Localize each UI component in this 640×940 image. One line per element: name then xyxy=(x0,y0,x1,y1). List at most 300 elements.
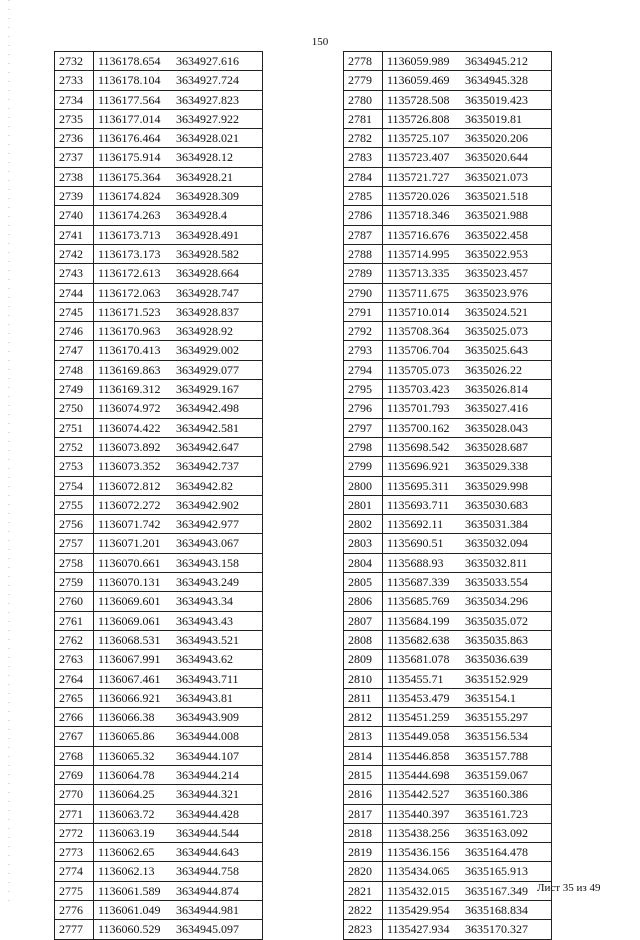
table-row xyxy=(55,611,263,630)
point-number-cell: 2813 xyxy=(344,727,383,746)
point-number-cell: 2756 xyxy=(55,515,94,534)
y-coordinate: 3634928.021 xyxy=(176,131,239,146)
coordinates-cell xyxy=(383,244,552,263)
y-coordinate: 3634929.002 xyxy=(176,343,239,358)
x-coordinate: 1136066.38 xyxy=(98,710,155,725)
point-number-cell: 2781 xyxy=(344,109,383,128)
table-row xyxy=(344,553,552,572)
coordinates-cell xyxy=(383,52,552,71)
x-coordinate: 1135706.704 xyxy=(387,343,450,358)
y-coordinate: 3634943.34 xyxy=(176,594,233,609)
x-coordinate: 1135701.793 xyxy=(387,401,450,416)
table-row xyxy=(344,765,552,784)
table-row xyxy=(55,746,263,765)
point-number-cell: 2795 xyxy=(344,380,383,399)
y-coordinate: 3635155.297 xyxy=(465,710,528,725)
point-number-cell: 2750 xyxy=(55,399,94,418)
x-coordinate: 1135696.921 xyxy=(387,459,450,474)
table-row xyxy=(344,476,552,495)
point-number-cell: 2784 xyxy=(344,167,383,186)
coordinates-cell xyxy=(94,283,263,302)
coordinates-cell xyxy=(383,650,552,669)
table-row xyxy=(55,901,263,920)
x-coordinate: 1136068.531 xyxy=(98,632,161,647)
coordinates-cell xyxy=(94,225,263,244)
x-coordinate: 1135716.676 xyxy=(387,227,450,242)
table-row xyxy=(344,804,552,823)
page-number: 150 xyxy=(311,36,329,48)
coordinates-cell xyxy=(383,264,552,283)
y-coordinate: 3634928.92 xyxy=(176,324,233,339)
x-coordinate: 1135453.479 xyxy=(387,690,450,705)
y-coordinate: 3634943.521 xyxy=(176,632,239,647)
y-coordinate: 3635025.643 xyxy=(465,343,528,358)
x-coordinate: 1135718.346 xyxy=(387,208,450,223)
coordinates-cell xyxy=(383,109,552,128)
point-number-cell: 2818 xyxy=(344,823,383,842)
y-coordinate: 3634942.737 xyxy=(176,459,239,474)
coordinates-cell xyxy=(383,206,552,225)
point-number-cell: 2783 xyxy=(344,148,383,167)
point-number-cell: 2755 xyxy=(55,495,94,514)
coordinates-cell xyxy=(383,187,552,206)
y-coordinate: 3635023.457 xyxy=(465,266,528,281)
y-coordinate: 3635020.206 xyxy=(465,131,528,146)
coordinates-cell xyxy=(94,495,263,514)
point-number-cell: 2790 xyxy=(344,283,383,302)
coordinates-cell xyxy=(94,785,263,804)
table-row xyxy=(344,244,552,263)
point-number-cell: 2748 xyxy=(55,360,94,379)
x-coordinate: 1136170.963 xyxy=(98,324,161,339)
y-coordinate: 3634944.874 xyxy=(176,883,239,898)
y-coordinate: 3635156.534 xyxy=(465,729,528,744)
table-row xyxy=(55,669,263,688)
y-coordinate: 3634943.067 xyxy=(176,536,239,551)
table-row xyxy=(344,90,552,109)
sheet-label: Лист 35 из 49 xyxy=(537,882,601,894)
y-coordinate: 3634945.097 xyxy=(176,922,239,937)
coordinates-cell xyxy=(383,322,552,341)
x-coordinate: 1135728.508 xyxy=(387,92,450,107)
point-number-cell: 2778 xyxy=(344,52,383,71)
point-number-cell: 2776 xyxy=(55,901,94,920)
x-coordinate: 1135427.934 xyxy=(387,922,450,937)
y-coordinate: 3635025.073 xyxy=(465,324,528,339)
table-row xyxy=(344,302,552,321)
y-coordinate: 3634945.328 xyxy=(465,73,528,88)
y-coordinate: 3635031.384 xyxy=(465,517,528,532)
point-number-cell: 2734 xyxy=(55,90,94,109)
point-number-cell: 2786 xyxy=(344,206,383,225)
x-coordinate: 1136060.529 xyxy=(98,922,161,937)
table-row xyxy=(344,437,552,456)
x-coordinate: 1136071.742 xyxy=(98,517,161,532)
y-coordinate: 3634928.309 xyxy=(176,189,239,204)
point-number-cell: 2760 xyxy=(55,592,94,611)
y-coordinate: 3634928.747 xyxy=(176,285,239,300)
point-number-cell: 2792 xyxy=(344,322,383,341)
x-coordinate: 1136071.201 xyxy=(98,536,161,551)
x-coordinate: 1135720.026 xyxy=(387,189,450,204)
point-number-cell: 2779 xyxy=(344,71,383,90)
table-row xyxy=(344,611,552,630)
coordinates-cell xyxy=(383,553,552,572)
table-row xyxy=(55,515,263,534)
coordinates-cell xyxy=(94,823,263,842)
coordinates-cell xyxy=(383,785,552,804)
y-coordinate: 3634928.491 xyxy=(176,227,239,242)
x-coordinate: 1136172.613 xyxy=(98,266,161,281)
y-coordinate: 3635022.953 xyxy=(465,246,528,261)
coordinates-cell xyxy=(94,515,263,534)
x-coordinate: 1135700.162 xyxy=(387,420,450,435)
coordinates-cell xyxy=(383,399,552,418)
point-number-cell: 2753 xyxy=(55,457,94,476)
table-row xyxy=(55,708,263,727)
table-row xyxy=(344,669,552,688)
table-row xyxy=(344,650,552,669)
table-row xyxy=(55,206,263,225)
y-coordinate: 3634944.981 xyxy=(176,903,239,918)
coordinates-cell xyxy=(383,476,552,495)
point-number-cell: 2737 xyxy=(55,148,94,167)
coordinates-cell xyxy=(94,611,263,630)
x-coordinate: 1135695.311 xyxy=(387,478,450,493)
y-coordinate: 3635163.092 xyxy=(465,825,528,840)
table-row xyxy=(344,573,552,592)
y-coordinate: 3634929.077 xyxy=(176,362,239,377)
coordinates-cell xyxy=(383,360,552,379)
point-number-cell: 2787 xyxy=(344,225,383,244)
x-coordinate: 1135681.078 xyxy=(387,652,450,667)
x-coordinate: 1136171.523 xyxy=(98,304,161,319)
y-coordinate: 3635027.416 xyxy=(465,401,528,416)
table-row xyxy=(344,920,552,939)
x-coordinate: 1135698.542 xyxy=(387,439,450,454)
coordinates-cell xyxy=(94,901,263,920)
table-row xyxy=(344,881,552,900)
x-coordinate: 1136072.272 xyxy=(98,497,161,512)
point-number-cell: 2782 xyxy=(344,129,383,148)
table-row xyxy=(55,862,263,881)
table-row xyxy=(55,302,263,321)
x-coordinate: 1136170.413 xyxy=(98,343,161,358)
x-coordinate: 1135726.808 xyxy=(387,111,450,126)
y-coordinate: 3634943.62 xyxy=(176,652,233,667)
coordinates-cell xyxy=(383,708,552,727)
table-row xyxy=(344,688,552,707)
point-number-cell: 2741 xyxy=(55,225,94,244)
point-number-cell: 2768 xyxy=(55,746,94,765)
coordinates-cell xyxy=(383,592,552,611)
x-coordinate: 1136062.65 xyxy=(98,845,155,860)
y-coordinate: 3635021.988 xyxy=(465,208,528,223)
coordinates-cell xyxy=(94,553,263,572)
point-number-cell: 2738 xyxy=(55,167,94,186)
point-number-cell: 2752 xyxy=(55,437,94,456)
table-row xyxy=(344,341,552,360)
coordinates-cell xyxy=(383,515,552,534)
x-coordinate: 1135703.423 xyxy=(387,382,450,397)
point-number-cell: 2743 xyxy=(55,264,94,283)
y-coordinate: 3634942.498 xyxy=(176,401,239,416)
y-coordinate: 3635032.811 xyxy=(465,555,528,570)
coordinates-cell xyxy=(94,650,263,669)
point-number-cell: 2758 xyxy=(55,553,94,572)
coordinates-cell xyxy=(94,843,263,862)
table-row xyxy=(55,437,263,456)
x-coordinate: 1135687.339 xyxy=(387,575,450,590)
coordinates-cell xyxy=(383,283,552,302)
table-row xyxy=(344,534,552,553)
x-coordinate: 1135446.858 xyxy=(387,748,450,763)
coordinates-cell xyxy=(94,399,263,418)
point-number-cell: 2811 xyxy=(344,688,383,707)
x-coordinate: 1135429.954 xyxy=(387,903,450,918)
coordinates-cell xyxy=(94,52,263,71)
coordinates-cell xyxy=(94,187,263,206)
table-row xyxy=(55,553,263,572)
x-coordinate: 1135713.335 xyxy=(387,266,450,281)
x-coordinate: 1135440.397 xyxy=(387,806,450,821)
coordinates-table-left xyxy=(54,51,263,940)
coordinates-cell xyxy=(383,804,552,823)
y-coordinate: 3634928.4 xyxy=(176,208,227,223)
y-coordinate: 3634944.544 xyxy=(176,825,239,840)
coordinates-cell xyxy=(94,708,263,727)
point-number-cell: 2736 xyxy=(55,129,94,148)
table-row xyxy=(344,746,552,765)
coordinates-cell xyxy=(94,322,263,341)
coordinates-cell xyxy=(383,495,552,514)
y-coordinate: 3634943.81 xyxy=(176,690,233,705)
y-coordinate: 3634928.12 xyxy=(176,150,233,165)
table-row xyxy=(55,264,263,283)
x-coordinate: 1135685.769 xyxy=(387,594,450,609)
point-number-cell: 2769 xyxy=(55,765,94,784)
y-coordinate: 3634942.82 xyxy=(176,478,233,493)
coordinates-cell xyxy=(383,71,552,90)
x-coordinate: 1135714.995 xyxy=(387,246,450,261)
coordinates-cell xyxy=(94,669,263,688)
x-coordinate: 1136175.364 xyxy=(98,169,161,184)
x-coordinate: 1135693.711 xyxy=(387,497,450,512)
y-coordinate: 3634928.21 xyxy=(176,169,233,184)
table-row xyxy=(55,360,263,379)
x-coordinate: 1135434.065 xyxy=(387,864,450,879)
point-number-cell: 2812 xyxy=(344,708,383,727)
point-number-cell: 2806 xyxy=(344,592,383,611)
point-number-cell: 2759 xyxy=(55,573,94,592)
table-row xyxy=(55,167,263,186)
x-coordinate: 1136177.564 xyxy=(98,92,161,107)
y-coordinate: 3635167.349 xyxy=(465,883,528,898)
coordinates-cell xyxy=(383,302,552,321)
point-number-cell: 2732 xyxy=(55,52,94,71)
point-number-cell: 2789 xyxy=(344,264,383,283)
point-number-cell: 2735 xyxy=(55,109,94,128)
table-row xyxy=(344,206,552,225)
x-coordinate: 1135725.107 xyxy=(387,131,450,146)
y-coordinate: 3634943.711 xyxy=(176,671,239,686)
x-coordinate: 1136072.812 xyxy=(98,478,161,493)
x-coordinate: 1136062.13 xyxy=(98,864,155,879)
x-coordinate: 1136074.422 xyxy=(98,420,161,435)
y-coordinate: 3634942.977 xyxy=(176,517,239,532)
x-coordinate: 1136063.19 xyxy=(98,825,155,840)
y-coordinate: 3634944.107 xyxy=(176,748,239,763)
table-row xyxy=(55,283,263,302)
table-row xyxy=(344,129,552,148)
coordinates-cell xyxy=(383,630,552,649)
point-number-cell: 2816 xyxy=(344,785,383,804)
table-row xyxy=(344,283,552,302)
table-row xyxy=(344,264,552,283)
x-coordinate: 1135723.407 xyxy=(387,150,450,165)
table-row xyxy=(55,109,263,128)
x-coordinate: 1135705.073 xyxy=(387,362,450,377)
y-coordinate: 3634944.428 xyxy=(176,806,239,821)
point-number-cell: 2810 xyxy=(344,669,383,688)
point-number-cell: 2775 xyxy=(55,881,94,900)
table-row xyxy=(55,341,263,360)
coordinates-cell xyxy=(383,534,552,553)
table-row xyxy=(55,187,263,206)
point-number-cell: 2798 xyxy=(344,437,383,456)
table-row xyxy=(55,920,263,939)
point-number-cell: 2802 xyxy=(344,515,383,534)
y-coordinate: 3635157.788 xyxy=(465,748,528,763)
x-coordinate: 1135455.71 xyxy=(387,671,444,686)
table-row xyxy=(344,71,552,90)
point-number-cell: 2785 xyxy=(344,187,383,206)
coordinates-cell xyxy=(383,437,552,456)
table-row xyxy=(344,148,552,167)
point-number-cell: 2814 xyxy=(344,746,383,765)
coordinates-cell xyxy=(383,167,552,186)
x-coordinate: 1135442.527 xyxy=(387,787,450,802)
table-row xyxy=(344,862,552,881)
x-coordinate: 1135688.93 xyxy=(387,555,444,570)
y-coordinate: 3635026.22 xyxy=(465,362,522,377)
coordinates-cell xyxy=(94,71,263,90)
y-coordinate: 3635026.814 xyxy=(465,382,528,397)
table-row xyxy=(344,727,552,746)
x-coordinate: 1136061.049 xyxy=(98,903,161,918)
point-number-cell: 2800 xyxy=(344,476,383,495)
coordinates-cell xyxy=(94,167,263,186)
coordinates-cell xyxy=(94,920,263,939)
y-coordinate: 3635029.998 xyxy=(465,478,528,493)
y-coordinate: 3635159.067 xyxy=(465,767,528,782)
x-coordinate: 1136074.972 xyxy=(98,401,161,416)
y-coordinate: 3635160.386 xyxy=(465,787,528,802)
x-coordinate: 1136069.601 xyxy=(98,594,161,609)
table-row xyxy=(55,476,263,495)
y-coordinate: 3635152.929 xyxy=(465,671,528,686)
x-coordinate: 1135432.015 xyxy=(387,883,450,898)
point-number-cell: 2804 xyxy=(344,553,383,572)
x-coordinate: 1135684.199 xyxy=(387,613,450,628)
table-row xyxy=(55,71,263,90)
table-row xyxy=(55,90,263,109)
y-coordinate: 3634944.321 xyxy=(176,787,239,802)
point-number-cell: 2754 xyxy=(55,476,94,495)
x-coordinate: 1136070.131 xyxy=(98,575,161,590)
x-coordinate: 1136175.914 xyxy=(98,150,161,165)
table-row xyxy=(344,380,552,399)
y-coordinate: 3635165.913 xyxy=(465,864,528,879)
table-row xyxy=(344,515,552,534)
coordinates-cell xyxy=(94,573,263,592)
y-coordinate: 3634943.249 xyxy=(176,575,239,590)
table-row xyxy=(55,380,263,399)
table-row xyxy=(55,843,263,862)
y-coordinate: 3635023.976 xyxy=(465,285,528,300)
coordinates-cell xyxy=(94,129,263,148)
table-row xyxy=(55,225,263,244)
x-coordinate: 1135711.675 xyxy=(387,285,450,300)
x-coordinate: 1136177.014 xyxy=(98,111,161,126)
y-coordinate: 3634942.647 xyxy=(176,439,239,454)
point-number-cell: 2805 xyxy=(344,573,383,592)
table-row xyxy=(344,399,552,418)
y-coordinate: 3635019.423 xyxy=(465,92,528,107)
coordinates-cell xyxy=(94,302,263,321)
coordinates-cell xyxy=(383,843,552,862)
coordinates-cell xyxy=(94,881,263,900)
table-row xyxy=(55,457,263,476)
x-coordinate: 1136065.32 xyxy=(98,748,155,763)
y-coordinate: 3635024.521 xyxy=(465,304,528,319)
y-coordinate: 3634929.167 xyxy=(176,382,239,397)
point-number-cell: 2763 xyxy=(55,650,94,669)
table-row xyxy=(344,167,552,186)
x-coordinate: 1136073.352 xyxy=(98,459,161,474)
table-row xyxy=(55,322,263,341)
table-row xyxy=(344,418,552,437)
x-coordinate: 1136063.72 xyxy=(98,806,155,821)
point-number-cell: 2739 xyxy=(55,187,94,206)
coordinates-cell xyxy=(94,360,263,379)
coordinates-cell xyxy=(383,823,552,842)
x-coordinate: 1135436.156 xyxy=(387,845,450,860)
table-row xyxy=(55,495,263,514)
coordinates-cell xyxy=(94,148,263,167)
y-coordinate: 3634943.158 xyxy=(176,555,239,570)
x-coordinate: 1135451.259 xyxy=(387,710,450,725)
coordinates-cell xyxy=(383,129,552,148)
coordinates-cell xyxy=(94,244,263,263)
point-number-cell: 2788 xyxy=(344,244,383,263)
coordinates-cell xyxy=(383,901,552,920)
x-coordinate: 1135682.638 xyxy=(387,632,450,647)
x-coordinate: 1135438.256 xyxy=(387,825,450,840)
margin-binding-dots xyxy=(8,0,10,905)
point-number-cell: 2794 xyxy=(344,360,383,379)
coordinates-cell xyxy=(94,109,263,128)
coordinates-cell xyxy=(383,765,552,784)
point-number-cell: 2808 xyxy=(344,630,383,649)
x-coordinate: 1135710.014 xyxy=(387,304,450,319)
x-coordinate: 1135690.51 xyxy=(387,536,444,551)
table-row xyxy=(55,630,263,649)
coordinates-cell xyxy=(383,920,552,939)
x-coordinate: 1136064.25 xyxy=(98,787,155,802)
x-coordinate: 1136178.104 xyxy=(98,73,161,88)
coordinates-cell xyxy=(383,148,552,167)
